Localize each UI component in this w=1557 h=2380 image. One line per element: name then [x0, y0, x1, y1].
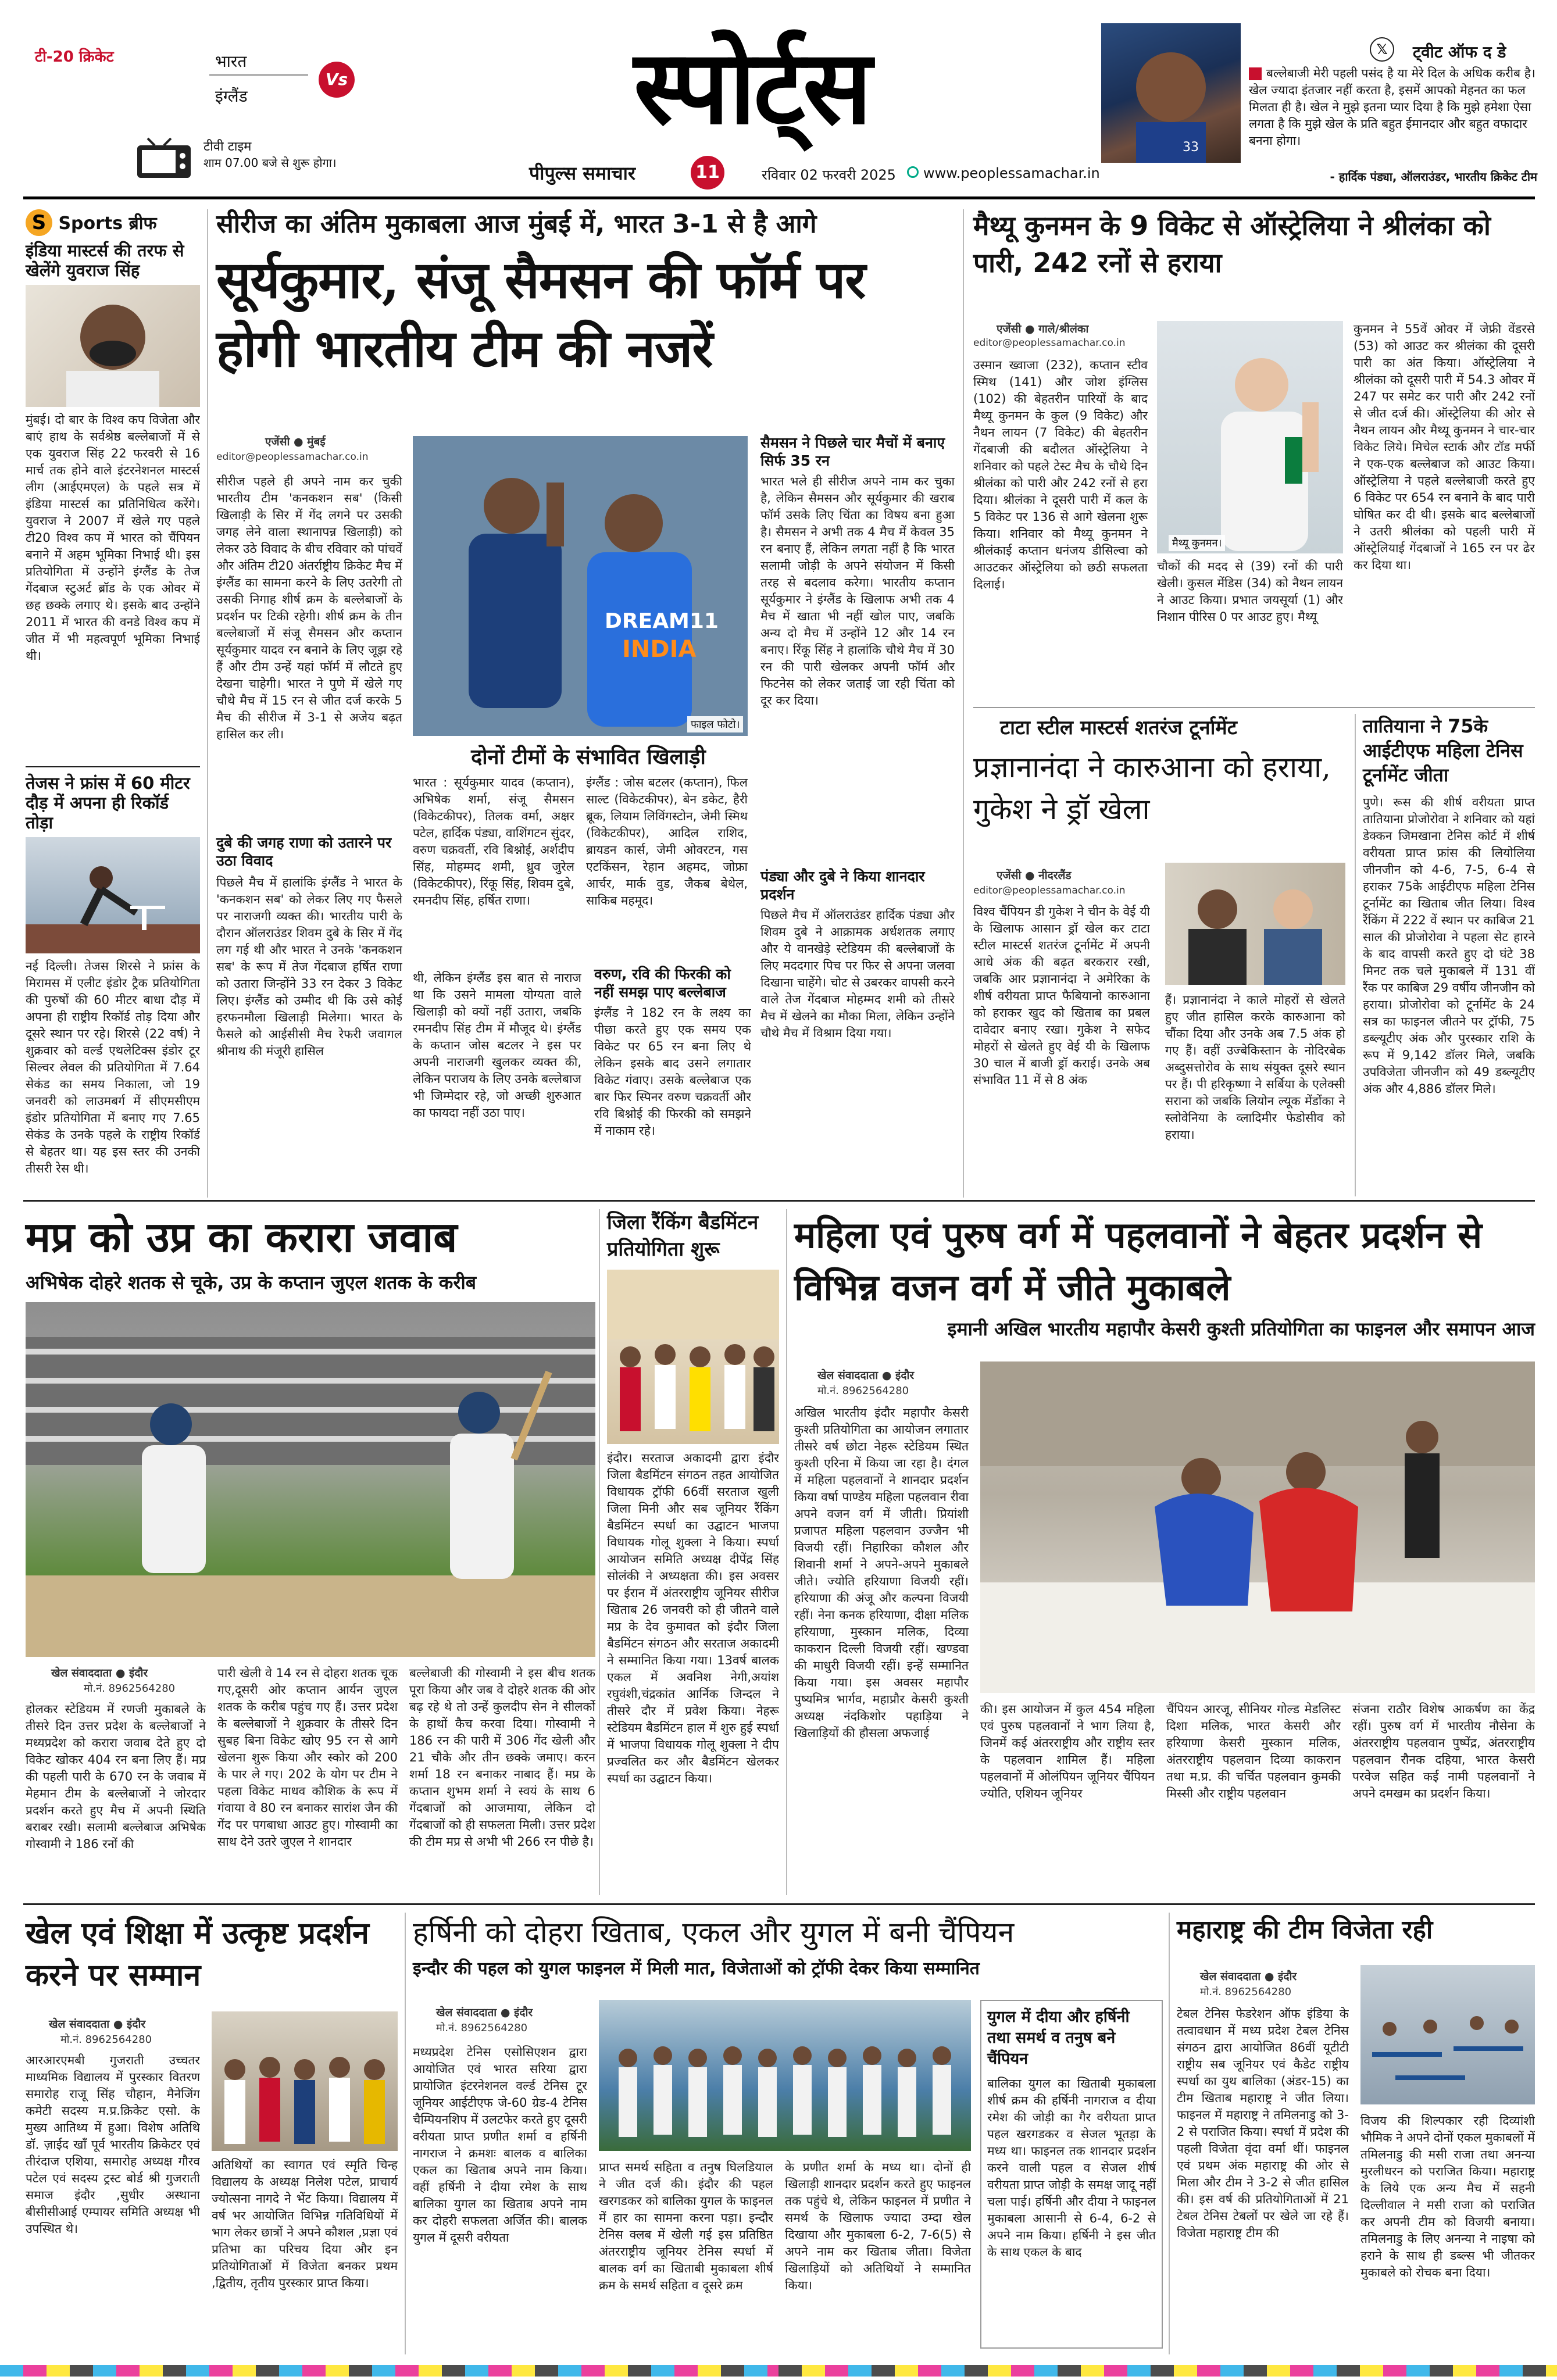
lower-rule — [23, 1903, 1535, 1905]
maharashtra-byline: खेल संवाददाता ● इंदौर — [1200, 1970, 1297, 1983]
sports-brief — [26, 209, 200, 1198]
wrestling-subhead: इमानी अखिल भारतीय महापौर केसरी कुश्ती प्रतियोगिता का फाइनल और समापन आज — [947, 1318, 1535, 1340]
tennis-story — [1363, 714, 1535, 1196]
registration-bar-right — [779, 2365, 1557, 2377]
school-divider — [405, 1913, 406, 2354]
masthead-rule — [23, 196, 1535, 199]
school-byline: खेल संवाददाता ● इंदौर — [49, 2018, 146, 2031]
upper-lower-rule — [23, 1200, 1535, 1202]
brief-logo-text: Sports ब्रीफ — [58, 213, 157, 234]
tweet-text: बल्लेबाजी मेरी पहली पसंद है या मेरे दिल के अधिक करीब है। खेल ज्यादा इंतजार नहीं करता है, इसमें आपको मेहनत का फल मिलता ही है। खेल ने मुझे इतना प्यार दिया है कि मुझे हमेशा ऐसा लगता है कि मुझे खेल के प्रति बहुत ईमानदार और बहुत वफादार बनना होगा। — [1249, 66, 1535, 148]
tennis-body: पुणे। रूस की शीर्ष वरीयता प्राप्त तातियाना प्रोजोरोवा ने शनिवार को यहां डेक्कन जिमखाना टेनिस कोर्ट में शीर्ष वरीयता प्राप्त फ्रांस की लियोलिया जीनजीन को 4-6, 7-5, 6-4 से हराकर 75के आईटीएफ महिला टेनिस टूर्नामेंट का खिताब जीत लिया। विश्व रैंकिंग में 222 वें स्थान पर काबिज 21 साल की प्रोजोरोवा ने पहला सेट हारने के बाद वापसी करते हुए दो घंटे 38 मिनट तक चले मुकाबले में 131 वीं रैंक पर काबिज 29 वर्षीय जीनजीन को हराया। प्रोजोरोवा को टूर्नामेंट के 24 सत्र का फाइनल जीतने पर ट्रॉफी, 75 डब्ल्यूटीए अंक और पुरस्कार राशि के रूप में 9,142 डॉलर मिले, जबकि उपविजेता जीनजीन को 49 डब्ल्यूटीए अंक और 4,886 डॉलर मिले। — [1363, 795, 1535, 1096]
harshini-phone: मो.नं. 8962564280 — [436, 2022, 528, 2034]
mp-byline: खेल संवाददाता ● इंदौर — [51, 1667, 148, 1679]
kunneman-headline: मैथ्यू कुनमन के 9 विकेट से ऑस्ट्रेलिया ने श्रीलंका को पारी, 242 रनों से हराया — [973, 210, 1491, 278]
mp-headline: मप्र को उप्र का करारा जवाब — [26, 1212, 458, 1262]
harshini-photo — [599, 2000, 971, 2151]
tv-time-text: शाम 07.00 बजे से शुरू होगा। — [203, 156, 337, 170]
chess-headline: प्रज्ञानानंदा ने कारुआना को हराया, गुकेश ने ड्रॉ खेला — [973, 751, 1331, 826]
registration-bar-left — [0, 2365, 779, 2377]
chess-byline: एजेंसी ● नीदरलैंड — [997, 869, 1072, 882]
tv-icon — [135, 137, 193, 180]
brief-divider — [207, 209, 208, 1198]
wrestling-phone: मो.नं. 8962564280 — [817, 1385, 909, 1397]
lead-sub4: वरुण, रवि की फिरकी को नहीं समझ पाए बल्लेबाज — [594, 966, 731, 1000]
lead-photo — [413, 436, 748, 736]
vs-badge: Vs — [319, 62, 355, 98]
tweet-of-day-label: ट्वीट ऑफ द डे — [1413, 42, 1506, 62]
issue-date: रविवार 02 फरवरी 2025 — [762, 167, 896, 183]
harshini-divider — [1169, 1913, 1170, 2354]
india-squad: भारत : सूर्यकुमार यादव (कप्तान), अभिषेक शर्मा, संजू सैमसन (विकेटकीपर), तिलक वर्मा, अक्षर पटेल, हार्दिक पंड्या, वाशिंगटन सुंदर, वरुण चक्रवर्ती, रवि बिश्नोई, अर्शदीप सिंह, मोहम्मद शमी, ध्रुव जुरेल (विकेटकीपर), रिंकू सिंह, शिवम दुबे, रमनदीप सिंह, हर्षित राणा। — [413, 776, 574, 907]
lead-photo-caption: फाइल फोटो। — [687, 716, 743, 732]
maharashtra-story — [1177, 1913, 1535, 2354]
maharashtra-phone: मो.नं. 8962564280 — [1200, 1986, 1292, 1998]
globe-icon — [907, 166, 919, 178]
kunneman-story — [973, 207, 1535, 707]
tweet-author: - हार्दिक पंड्या, ऑलराउंडर, भारतीय क्रिकेट टीम — [1330, 170, 1537, 184]
wrestling-col4: संजना राठौर विशेष आकर्षण का केंद्र रहीं। पुरुष वर्ग में भारतीय नौसेना के अंतरराष्ट्रीय पहलवान पुष्पेंद्र, अंतरराष्ट्रीय पहलवान रौनक दहिया, भारत केसरी परवेज सहित कई नामी पहलवानों ने अपने दमखम का प्रदर्शन किया। — [1352, 1702, 1535, 1800]
wrestling-col2: की। इस आयोजन में कुल 454 महिला एवं पुरुष पहलवानों ने भाग लिया है, जिनमें कई अंतरराष्ट्रीय और राष्ट्रीय स्तर के पहलवान शामिल हैं। महिला पहलवानों में ओलंपियन जूनियर चैंपियन ज्योति, एशियन जूनियर — [980, 1702, 1155, 1800]
maharashtra-photo — [1360, 1965, 1535, 2104]
wrestling-col1: अखिल भारतीय इंदौर महापौर केसरी कुश्ती प्रतियोगिता का आयोजन लगातार तीसरे वर्ष छोटा नेहरू स्टेडियम स्थित कुश्ती एरिना में किया जा रहा है। दंगल में महिला पहलवानों ने शानदार प्रदर्शन किया वर्षा पाण्डेय महिला पहलवान रीवा अपने वजन वर्ग में जीती। प्रियांशी प्रजापत महिला पहलवान उज्जैन भी विजयी रहीं। निहारिका कौशल और शिवानी शर्मा ने अपने-अपने मुकाबले जीते। ज्योति हरियाणा विजयी रहीं। हरियाणा की अंजू और कल्पना विजयी रहीं। नेना कनक हरियाणा, दीक्षा मलिक हरियाणा, मुस्कान मलिक, दिव्या काकरान दिल्ली विजयी रहीं। खण्डवा की माधुरी विजयी रहीं। इन्हें सम्मानित किया गया। इस अवसर महापौर पुष्यमित्र भार्गव, महाप्रौर केसरी कुश्ती अध्यक्ष नंदकिशोर पहाड़िया ने खिलाड़ियों की हौसला अफजाई — [794, 1406, 969, 1740]
badminton-body: इंदौर। सरताज अकादमी द्वारा इंदौर जिला बैडमिंटन संगठन तहत आयोजित विधायक ट्रॉफी 66वीं सरताज खुली जिला मिनी और सब जूनियर रैंकिंग बैडमिंटन स्पर्धा का उद्घाटन भाजपा विधायक गोलू शुक्ला ने किया। स्पर्धा आयोजन समिति अध्यक्ष दीपेंद्र सिंह सोलंकी ने अध्यक्षता की। इस अवसर पर ईरान में अंतरराष्ट्रीय जूनियर सीरीज खिताब 26 जनवरी को ही जीतने वाले मप्र के देव कुमावत को इंदौर जिला बैडमिंटन संगठन और सरताज अकादमी ने सम्मानित किया गया। 13वर्ष बालक एकल में अवनिश नेगी,अयांश रघुवंशी,चंद्रकांत आर्निक जिन्दल ने तीसरे दौर में प्रवेश किया। नेहरू स्टेडियम बैडमिंटन हाल में शुरु हुई स्पर्धा में भाजपा विधायक गोलू शुक्ला ने दीप प्रज्वलित कर और बैडमिंटन खेलकर स्पर्धा का उद्घाटन किया। — [607, 1451, 779, 1785]
harshini-box-title: युगल में दीया और हर्षिनी तथा समर्थ व तनुष बने चैंपियन — [987, 2008, 1130, 2068]
chess-divider — [1355, 714, 1356, 1196]
brief-headline-2: तेजस ने फ्रांस में 60 मीटर दौड़ में अपना ही रिकॉर्ड तोड़ा — [26, 773, 190, 832]
lead-divider — [963, 209, 964, 1198]
harshini-col3: के प्रणीत शर्मा के मध्य था। दोनों ही खिलाड़ी शानदार प्रदर्शन करते हुए फाइनल तक पहुंचे थे, लेकिन फाइनल में प्रणीत ने समर्थ के खिलाफ ज्यादा उम्दा खेल दिखाया और मुकाबला 6-2, 7-6(5) से अपने नाम कर खिताब जीता। विजेता खिलाड़ियों को अतिथियों ने सम्मानित किया। — [785, 2160, 971, 2292]
kunneman-col2: चौकों की मदद से (39) रनों की पारी खेली। कुसल मेंडिस (34) को नैथन लायन ने आउट किया। प्रभात जयसूर्या (1) और निशान पीरिस 0 पर आउट हुए। मैथ्यू — [1157, 559, 1343, 624]
badminton-headline: जिला रैंकिंग बैडमिंटन प्रतियोगिता शुरू — [607, 1211, 759, 1261]
chess-col2: हैं। प्रज्ञानानंदा ने काले मोहरों से खेलते हुए जीत हासिल करके कारुआना को चौंका दिया और उनके अब 7.5 अंक हो गए हैं। वहीं उज्बेकिस्तान के नोदिरबेक अब्दुसत्तोरोव के साथ संयुक्त दूसरे स्थान पर हैं। पी हरिकृष्णा ने सर्बिया के एलेक्सी सराना को जबकि लियोन ल्यूक मेंडोंका ने स्लोवेनिया के व्लादिमीर फेडोसीव को हराया। — [1165, 993, 1345, 1142]
wrestling-byline: खेल संवाददाता ● इंदौर — [817, 1369, 915, 1382]
brief-logo — [26, 209, 200, 236]
paper-name: पीपुल्स समाचार — [529, 162, 635, 184]
lead-headline: सूर्यकुमार, संजू सैमसन की फॉर्म पर होगी भारतीय टीम की नजरें — [216, 249, 866, 378]
tv-time-label: टीवी टाइम — [203, 140, 252, 154]
maharashtra-col2: विजय की शिल्पकार रही दिव्यांशी भौमिक ने अपने दोनों एकल मुकाबलों में तमिलनाडु की मसी राजा तथा अनन्या मुरलीधरन को पराजित किया। महाराष्ट्र के लिये एक अन्य मैच में सहनी दिल्लीवाल ने मसी राजा को पराजित कर अपनी टीम को विजयी बनाया। तमिलनाडु के लिए अनन्या ने नाइषा को हराने के साथ ही डब्ल्स भी जीतकर मुकाबले को रोचक बना दिया। — [1360, 2114, 1535, 2279]
mp-phone: मो.नं. 8962564280 — [84, 1682, 176, 1695]
masthead — [0, 0, 1557, 198]
wrestling-col3: चैंपियन आरजू, सीनियर गोल्ड मेडलिस्ट दिशा मलिक, भारत केसरी और हरियाणा केसरी मुस्कान मलिक, अंतरराष्ट्रीय पहलवान दिव्या काकरान तथा म.प्र. की चर्चित पहलवान कुमकी मिस्सी और राष्ट्रीय पहलवान — [1166, 1702, 1341, 1800]
mp-subhead: अभिषेक दोहरे शतक से चूके, उप्र के कप्तान जुएल शतक के करीब — [26, 1271, 477, 1293]
school-story — [26, 1913, 398, 2354]
chess-email: editor@peoplessamachar.co.in — [973, 885, 1126, 896]
brief-headline-1: इंडिया मास्टर्स की तरफ से खेलेंगे युवराज सिंह — [26, 241, 184, 280]
england-squad: इंग्लैंड : जोस बटलर (कप्तान), फिल साल्ट (विकेटकीपर), बेन डकेट, हैरी ब्रूक, लियाम लिविंगस्टोन, जेमी स्मिथ (विकेटकीपर), आदिल राशिद, ब्रायडन कार्स, जेमी ओवरटन, गस एटकिंसन, रेहान अहमद, जोफ्रा आर्चर, मार्क वुड, जैकब बेथेल, साकिब महमूद। — [586, 776, 748, 907]
lead-col2b: थी, लेकिन इंग्लैंड इस बात से नाराज था कि उसने मामला योग्यता वाले खिलाड़ी को क्यों नहीं उतारा, जबकि रमनदीप सिंह टीम में मौजूद थे। इंग्लैंड के कप्तान जोस बटलर ने इस पर अपनी नाराजगी खुलकर व्यक्त की, लेकिन पराजय के लिए उनके बल्लेबाज भी जिम्मेदार रहे, जो अच्छी शुरुआत का फायदा नहीं उठा पाए। — [413, 971, 581, 1120]
tejas-photo — [26, 837, 200, 953]
website-link[interactable]: www.peoplessamachar.in — [923, 165, 1100, 181]
wrestling-headline: महिला एवं पुरुष वर्ग में पहलवानों ने बेहतर प्रदर्शन से विभिन्न वजन वर्ग में जीते मुकाबले — [794, 1214, 1483, 1309]
svg-text:33: 33 — [1183, 140, 1199, 155]
lead-story — [216, 207, 955, 1195]
harshini-box — [980, 2000, 1163, 2349]
harshini-subhead: इन्दौर की पहल को युगल फाइनल में मिली मात, विजेताओं को ट्रॉफी देकर किया सम्मानित — [413, 1959, 980, 1979]
school-col2: अतिथियों का स्वागत एवं स्मृति चिन्ह विद्यालय के अध्यक्ष निलेश पटेल, प्राचार्य ज्योत्सना नागदे ने भेंट किया। विद्यालय में वर्ष भर आयोजित विभिन्न गतिविधियों में भाग लेकर छात्रों ने अपने कौशल ,प्रज्ञा एवं प्रतिभा का परिचय दिया और इन प्रतियोगिताओं में विजेता बनकर प्रथम ,द्वितीय, तृतीय पुरस्कार प्राप्त किया। — [212, 2158, 398, 2290]
harshini-story — [413, 1913, 1163, 2354]
mp-col1: होलकर स्टेडियम में रणजी मुकाबले के तीसरे दिन उत्तर प्रदेश के बल्लेबाजों ने मध्यप्रदेश को करारा जवाब देते हुए दो विकेट खोकर 404 रन बना लिए हैं। मप्र की पहली पारी के 670 रन के जवाब में मेहमान टीम के बल्लेबाजों ने जोरदार प्रदर्शन करते हुए मैच में अपनी स्थिति बराबर रखी। सलामी बल्लेबाज अभिषेक गोस्वामी ने 186 रनों की — [26, 1702, 206, 1851]
school-col1: आरआरएमबी गुजराती उच्चतर माध्यमिक विद्यालय में पुरस्कार वितरण समारोह राजू सिंह चौहान, मैनेजिंग कमेटी सदस्य म.प्र.क्रिकेट एसो. के मुख्य आतिथ्य में हुआ। विशेष अतिथि डॉ. ज़ाईद खाँ पूर्व भारतीय क्रिकेटर एवं तीरंदाज एशिया, समारोह अध्यक्ष गौरव पटेल एवं सदस्य ट्रस्ट बोर्ड श्री गुजराती समाज इंदौर ,सुधीर अस्थाना बीसीसीआई एम्पायर समिति अध्यक्ष भी उपस्थित थे। — [26, 2053, 200, 2236]
kunneman-rule — [973, 707, 1535, 708]
school-phone: मो.नं. 8962564280 — [60, 2034, 152, 2046]
brief-body-2: नई दिल्ली। तेजस शिरसे ने फ्रांस के मिरामस में एलीट इंडोर ट्रैक प्रतियोगिता की पुरुषों की 60 मीटर बाधा दौड़ में अपना ही राष्ट्रीय रिकॉर्ड तोड़ दिया और दूसरे स्थान पर रहे। शिरसे (22 वर्ष) ने शुक्रवार को वर्ल्ड एथलेटिक्स इंडोर टूर सिल्वर लेवल की प्रतियोगिता में 7.64 सेकंड का समय निकाला, जो 19 जनवरी को लाउमबर्ग में सीएमसीएम इंडोर प्रतियोगिता में बनाए गए 7.65 सेकंड के उनके पहले के राष्ट्रीय रिकॉर्ड से बेहतर था। यह इस स्तर की उनकी तीसरी रेस थी। — [26, 959, 200, 1175]
mp-col2: पारी खेली वे 14 रन से दोहरा शतक चूक गए,दूसरी ओर कप्तान आर्यन जुएल शतक के करीब पहुंच गए हैं। उत्तर प्रदेश के बल्लेबाजों ने शुक्रवार के तीसरे दिन सुबह बिना विकेट खोए 95 रन से आगे खेलना शुरू किया और स्कोर को 200 के पार ले गए। 202 के योग पर टीम ने पहला विकेट माधव कौशिक के रूप में गंवाया वे 80 रन बनाकर सारांश जैन की गेंद पर पगबाधा आउट हुए। गोस्वामी का साथ देने उतरे जुएल ने शानदार — [217, 1666, 398, 1849]
lead-col3: भारत भले ही सीरीज अपने नाम कर चुका है, लेकिन सैमसन और सूर्यकुमार की खराब फॉर्म उसके लिए चिंता का विषय बना हुआ है। सैमसन ने अभी तक 4 मैच में केवल 35 रन बनाए हैं, लेकिन लगता नहीं है कि भारत सलामी जोड़ी के अपने संयोजन में किसी तरह से बदलाव करेगा। भारतीय कप्तान सूर्यकुमार ने इंग्लैंड के खिलाफ अभी तक 4 मैच में खाता भी नहीं खोल पाए, जबकि अन्य दो मैच में उन्होंने 12 और 14 रन बनाए। रिंकू सिंह ने हालांकि चौथे मैच में 30 रन की पारी खेलकर अपनी फॉर्म और फिटनेस को लेकर जताई जा रही चिंता को दूर कर दिया। — [760, 474, 955, 707]
badminton-story — [607, 1209, 779, 1895]
chess-col1: विश्व चैंपियन डी गुकेश ने चीन के वेई यी के खिलाफ आसान ड्रॉ खेल कर टाटा स्टील मास्टर्स शतरंज टूर्नामेंट में अपनी आधे अंक की बढ़त बरकरार रखी, जबकि आर प्रज्ञानानंदा ने अमेरिका के शीर्ष वरीयता प्राप्त फैबियानो कारुआना को हराकर खुद को खिताब का प्रबल दावेदार बनाए रखा। गुकेश ने सफेद मोहरों से खेलते हुए वेई यी के खिलाफ 30 चाल में बाजी ड्रॉ कराई। उनके अब संभावित 11 में से 8 अंक — [973, 905, 1150, 1087]
svg-text:INDIA: INDIA — [622, 636, 697, 663]
brief-logo-s: S — [26, 209, 52, 236]
kunneman-col3: कुनमन ने 55वें ओवर में जेफ्री वेंडरसे (53) को आउट कर श्रीलंका की दूसरी पारी का अंत किया। ऑस्ट्रेलिया ने श्रीलंका को दूसरी पारी में 54.3 ओवर में 247 पर समेट कर पारी और 242 रनों से जीत दर्ज की। ऑस्ट्रेलिया की ओर से नैथन लायन और मैथ्यू कुनमन ने चार-चार विकेट लिये। मिचेल स्टार्क और टॉड मर्फी ने एक-एक बल्लेबाज को आउट किया। ऑस्ट्रेलिया ने पहले बल्लेबाजी करते हुए 6 विकेट पर 654 रन बनाने के बाद पारी घोषित कर दी थी। इसके बाद बल्लेबाजों ने उतरी श्रीलंका को पहली पारी में ऑस्ट्रेलियाई गेंदबाजों ने 165 रन पर ढेर कर दिया था। — [1354, 322, 1535, 572]
lead-sub1: दुबे की जगह राणा को उतारने पर उठा विवाद — [216, 834, 392, 869]
harshini-box-body: बालिका युगल का खिताबी मुकाबला शीर्ष क्रम की हर्षिनी नागराज व दीया रमेश की जोड़ी का गैर वरीयता प्राप्त पहल खरगडकर व सेजल भूतड़ा के मध्य था। फाइनल तक शानदार प्रदर्शन करने वाली पहल व सेजल शीर्ष वरीयता प्राप्त जोड़ी के समक्ष जादू नहीं चला पाई। हर्षिनी और दीया ने फाइनल मुकाबला आसानी से 6-4, 6-2 से अपने नाम किया। हर्षिनी ने इस जीत के साथ एकल के बाद — [987, 2077, 1156, 2259]
lead-sub2: सैमसन ने पिछले चार मैचों में बनाए सिर्फ 35 रन — [760, 434, 945, 469]
chess-kicker: टाटा स्टील मास्टर्स शतरंज टूर्नामेंट — [1000, 716, 1237, 739]
team-divider — [209, 74, 308, 76]
harshini-byline: खेल संवाददाता ● इंदौर — [436, 2006, 533, 2019]
kunneman-photo-caption: मैथ्यू कुनमन। — [1169, 535, 1225, 551]
hardik-photo — [1101, 23, 1241, 163]
lead-byline: एजेंसी ● मुंबई — [265, 435, 326, 448]
lead-kicker: सीरीज का अंतिम मुकाबला आज मुंबई में, भारत 3-1 से है आगे — [216, 209, 817, 239]
lead-col1b: पिछले मैच में हालांकि इंग्लैंड ने भारत के 'कनकशन सब' को लेकर लिए गए फैसले पर नाराजगी व्यक्त की। भारतीय पारी के दौरान ऑलराउंडर शिवम दुबे के सिर में गेंद लग गई थी और भारत ने उनके 'कनकशन सब' के रूप में तेज गेंदबाज हर्षित राणा को उतारा जिन्होंने 33 रन देकर 3 विकेट लिए। इंग्लैंड को उम्मीद थी कि उसे कोई हरफनमौला खिलाड़ी मिलेगा। भारत के फैसले को आईसीसी मैच रेफरी जवागल श्रीनाथ की मंजूरी हासिल — [216, 875, 402, 1058]
lead-email: editor@peoplessamachar.co.in — [216, 451, 369, 463]
mp-col3: बल्लेबाजी की गोस्वामी ने इस बीच शतक पूरा किया और जब वे दोहरे शतक की ओर बढ़ रहे थे तो उन्हें कुलदीप सेन ने सीलर्को के हाथों कैच करवा दिया। गोस्वामी ने 186 रन की पारी में 306 गेंद खेली और 21 चौके और तीन छक्के जमाए। करन शर्मा 18 रन बनाकर नाबाद हैं। मप्र के कप्तान शुभम शर्मा ने स्वयं के साथ 6 गेंदबाजों को आजमाया, लेकिन दो गेंदबाजों को ही सफलता मिली। उत्तर प्रदेश की टीम मप्र से अभी भी 266 रन पीछे है। — [409, 1666, 595, 1849]
badminton-divider — [786, 1209, 787, 1895]
brief-body-1: मुंबई। दो बार के विश्व कप विजेता और बाएं हाथ के सर्वश्रेष्ठ बल्लेबाजों में से एक युवराज सिंह 22 फरवरी से 16 मार्च तक होने वाले इंटरनेशनल मास्टर्स लीग (आईएमएल) के पहले सत्र में इंडिया मास्टर्स का प्रतिनिधित्व करेंगे। युवराज ने 2007 में खेले गए पहले टी20 विश्व कप में भारत को चैंपियन बनाने में अहम भूमिका निभाई थी। इस प्रतियोगिता में उन्होंने इंग्लैंड के तेज गेंदबाज स्टुअर्ट ब्रॉड के एक ओवर में छह छक्के लगाए थे। इसके बाद उन्होंने 2011 में भारत की वनडे विश्व कप में जीत में भी महत्वपूर्ण भूमिका निभाई थी। — [26, 413, 200, 663]
chess-photo — [1165, 863, 1345, 985]
lead-col1: सीरीज पहले ही अपने नाम कर चुकी भारतीय टीम 'कनकशन सब' (किसी खिलाड़ी के सिर में गेंद लगने पर उसकी जगह लेने वाला स्थानापन्न खिलाड़ी) को लेकर उठे विवाद के बीच रविवार को पांचवें और अंतिम टी20 अंतर्राष्ट्रीय क्रिकेट मैच में इंग्लैंड का सामना करने के लिए उतरेगी तो उसकी निगाह शीर्ष क्रम के बल्लेबाजों के प्रदर्शन पर टिकी रहेगी। शीर्ष क्रम के तीन बल्लेबाजों में संजू सैमसन और कप्तान सूर्यकुमार यादव रन बनाने के लिए जूझ रहे हैं और टीम उन्हें यहां फॉर्म में लौटते हुए देखना चाहेगी। भारत ने पुणे में खेले गए चौथे मैच में 15 रन से जीत दर्ज करके 5 मैच की सीरीज में 3-1 से अजेय बढ़त हासिल कर ली। — [216, 474, 402, 741]
lead-sub3: पंड्या और दुबे ने किया शानदार प्रदर्शन — [760, 868, 925, 903]
team-england: इंग्लैंड — [215, 87, 248, 106]
badminton-photo — [607, 1270, 779, 1444]
page-number: 11 — [691, 156, 724, 190]
mp-photo — [26, 1302, 595, 1657]
kunneman-email: editor@peoplessamachar.co.in — [973, 337, 1126, 349]
maharashtra-col1: टेबल टेनिस फेडरेशन ऑफ इंडिया के तत्वावधान में मध्य प्रदेश टेबल टेनिस संगठन द्वारा आयोजित 86वीं यूटीटी राष्ट्रीय सब जूनियर एवं कैडेट राष्ट्रीय स्पर्धा का युथ बालिका (अंडर-15) का टीम खिताब महाराष्ट्र ने जीत लिया। फाइनल में महाराष्ट्र ने तमिलनाडु को 3-2 से पराजित किया। स्पर्धा में प्रदेश की पहली विजेता वृंदा वर्मा थीं। फाइनल एवं प्रथम अंक महाराष्ट्र की ओर से मिला और टीम ने 3-2 से जीत हासिल की। इस वर्ष की प्रतियोगिताओं में 21 टेबल टेनिस टेबलों पर खेले जा रहे हैं। विजेता महाराष्ट्र टीम की — [1177, 2007, 1349, 2240]
yuvraj-photo — [26, 285, 200, 407]
lead-col3b: पिछले मैच में ऑलराउंडर हार्दिक पंड्या और शिवम दुबे ने आक्रामक अर्धशतक लगाए और ये वानखेड़े स्टेडियम की बल्लेबाजों के लिए मददगार पिच पर फिर से अपना जलवा दिखाना चाहेंगे। चोट से उबरकर वापसी करने वाले तेज गेंदबाज मोहम्मद शमी को तीसरे मैच में खेलने का मौका मिला, लेकिन उन्होंने चौथे मैच में विश्राम दिया गया। — [760, 908, 955, 1040]
kunneman-photo — [1157, 321, 1343, 553]
wrestling-photo — [980, 1361, 1535, 1693]
lead-col2c: इंग्लैंड ने 182 रन के लक्ष्य का पीछा करते हुए एक समय एक विकेट पर 65 रन बना लिए थे लेकिन इसके बाद उसने लगातार विकेट गंवाए। उसके बल्लेबाज एक बार फिर स्पिनर वरुण चक्रवर्ती और रवि बिश्नोई की फिरकी को समझने में नाकाम रहे। — [594, 1006, 751, 1138]
mp-divider — [599, 1209, 600, 1895]
mp-story — [26, 1209, 595, 1895]
x-logo-icon: 𝕏 — [1370, 37, 1394, 62]
kunneman-byline: एजेंसी ● गाले/श्रीलंका — [997, 323, 1089, 335]
school-photo — [212, 2011, 398, 2151]
maharashtra-headline: महाराष्ट्र की टीम विजेता रही — [1177, 1915, 1433, 1945]
tennis-headline: तातियाना ने 75के आईटीएफ महिला टेनिस टूर्नामेंट जीता — [1363, 715, 1523, 786]
brief-rule — [26, 766, 200, 767]
t20-label: टी-20 क्रिकेट — [35, 48, 114, 66]
section-title: स्पोर्ट्स — [634, 27, 870, 147]
harshini-col1: मध्यप्रदेश टेनिस एसोसिएशन द्वारा आयोजित एवं भारत सरिया द्वारा प्रायोजित इंटरनेशनल वर्ल्ड टेनिस टूर जूनियर आईटीएफ जे-60 ग्रेड-4 टेनिस चैम्पियनशिप में उलटफेर करते हुए दूसरी वरीयता प्राप्त प्रणीत शर्मा व हर्षिनी नागराज ने क्रमशः बालक व बालिका एकल का खिताब अपने नाम किया। वहीं हर्षिनी ने दीया रमेश के साथ बालिका युगल का खिताब अपने नाम कर दोहरी सफलता अर्जित की। बालक युगल में दूसरी वरीयता — [413, 2045, 587, 2245]
svg-text:DREAM11: DREAM11 — [605, 609, 719, 633]
wrestling-story — [794, 1209, 1535, 1895]
harshini-headline: हर्षिनी को दोहरा खिताब, एकल और युगल में बनी चैंपियन — [413, 1916, 1015, 1949]
team-india: भारत — [215, 52, 247, 71]
school-headline: खेल एवं शिक्षा में उत्कृष्ट प्रदर्शन करने पर सम्मान — [26, 1916, 369, 1993]
probables-title: दोनों टीमों के संभावित खिलाड़ी — [471, 745, 706, 769]
harshini-col2: प्राप्त समर्थ सहिता व तनुष घिलडियाल ने जीत दर्ज की। इंदौर की पहल खरगडकर को बालिका युगल के फाइनल में हार का सामना करना पड़ा। इन्दौर टेनिस क्लब में खेली गई इस प्रतिष्ठित अंतरराष्ट्रीय जूनियर टेनिस स्पर्धा में बालक वर्ग का खिताबी मुकाबला शीर्ष क्रम के समर्थ सहिता व दूसरे क्रम — [599, 2160, 773, 2292]
kunneman-col1: उस्मान ख्वाजा (232), कप्तान स्टीव स्मिथ (141) और जोश इंग्लिस (102) की बेहतरीन पारियों के बाद मैथ्यू कुनमन के कुल (9 विकेट) और नैथन लायन (7 विकेट) की बेहतरीन गेंदबाजी की बदौलत ऑस्ट्रेलिया ने शनिवार को पहले टेस्ट मैच के चौथे दिन श्रीलंका को पारी और 242 रनों से हरा दिया। श्रीलंका ने दूसरी पारी में कल के 5 विकेट पर 136 से आगे खेलना शुरू किया। शनिवार को मैथ्यू कुनमन ने श्रीलंकाई कप्तान धनंजय डीसिल्वा को आउटकर ऑस्ट्रेलिया को छठी सफलता दिलाई। — [973, 358, 1148, 591]
chess-story — [973, 714, 1345, 1196]
